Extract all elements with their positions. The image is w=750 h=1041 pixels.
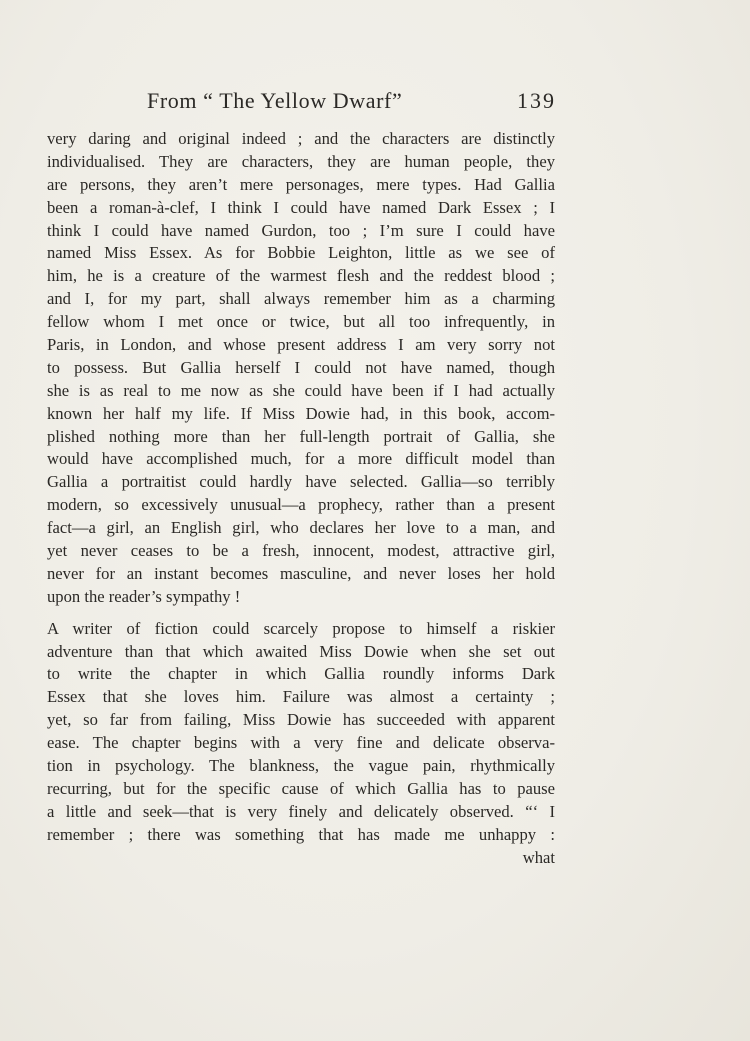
text-line: Paris, in London, and whose present address I am very sorry not bbox=[47, 335, 555, 355]
text-line: yet, so far from failing, Miss Dowie has succeeded with apparent bbox=[47, 710, 555, 730]
text-line: A writer of fiction could scarcely propose to himself a riskier bbox=[47, 618, 555, 638]
text-line: and I, for my part, shall always remember him as a charming bbox=[47, 289, 555, 309]
text-line: fact—a girl, an English girl, who declares her love to a man, and bbox=[47, 518, 555, 538]
text-line: fellow whom I met once or twice, but all too infrequently, in bbox=[47, 312, 555, 332]
text-line: known her half my life. If Miss Dowie had, in this book, accom- bbox=[47, 403, 555, 423]
text-line: would have accomplished much, for a more difficult model than bbox=[47, 449, 555, 469]
text-line: adventure than that which awaited Miss Dowie when she set out bbox=[47, 641, 555, 661]
text-line: never for an instant becomes masculine, and never loses her hold bbox=[47, 563, 555, 583]
text-line: to possess. But Gallia herself I could not have named, though bbox=[47, 357, 555, 377]
text-line: named Miss Essex. As for Bobbie Leighton, little as we see of bbox=[47, 243, 555, 263]
text-line: remember ; there was something that has made me unhappy : bbox=[47, 824, 555, 844]
text-line: recurring, but for the specific cause of which Gallia has to pause bbox=[47, 778, 555, 798]
text-line: plished nothing more than her full-length portrait of Gallia, she bbox=[47, 426, 555, 446]
text-line: a little and seek—that is very finely and delicately observed. “‘ I bbox=[47, 801, 555, 821]
text-line: she is as real to me now as she could have been if I had actually bbox=[47, 380, 555, 400]
text-line: think I could have named Gurdon, too ; I’m sure I could have bbox=[47, 220, 555, 240]
text-line: Gallia a portraitist could hardly have selected. Gallia—so terribly bbox=[47, 472, 555, 492]
catchword: what bbox=[522, 847, 555, 867]
paragraph-2 bbox=[47, 618, 555, 847]
paragraph-gap bbox=[47, 609, 555, 618]
text-line: yet never ceases to be a fresh, innocent, modest, attractive girl, bbox=[47, 541, 555, 561]
text-line: modern, so excessively unusual—a prophecy, rather than a present bbox=[47, 495, 555, 515]
text-line: tion in psychology. The blankness, the vague pain, rhythmically bbox=[47, 756, 555, 776]
text-line: Essex that she loves him. Failure was almost a certainty ; bbox=[47, 687, 555, 707]
text-line: are persons, they aren’t mere personages, mere types. Had Gallia bbox=[47, 174, 555, 194]
text-line: him, he is a creature of the warmest flesh and the reddest blood ; bbox=[47, 266, 555, 286]
text-line: very daring and original indeed ; and the characters are distinctly bbox=[47, 129, 555, 148]
text-line: ease. The chapter begins with a very fine and delicate observa- bbox=[47, 733, 555, 753]
text-line: been a roman-à-clef, I think I could have named Dark Essex ; I bbox=[47, 197, 555, 217]
paragraph-1 bbox=[47, 128, 555, 609]
text-line: to write the chapter in which Gallia roundly informs Dark bbox=[47, 664, 555, 684]
text-line: upon the reader’s sympathy ! bbox=[47, 586, 241, 606]
running-head bbox=[0, 88, 750, 118]
running-head-title: From “ The Yellow Dwarf” bbox=[147, 88, 403, 113]
text-line: individualised. They are characters, they are human people, they bbox=[47, 151, 555, 171]
page-number: 139 bbox=[517, 88, 556, 113]
body-text bbox=[47, 128, 555, 870]
